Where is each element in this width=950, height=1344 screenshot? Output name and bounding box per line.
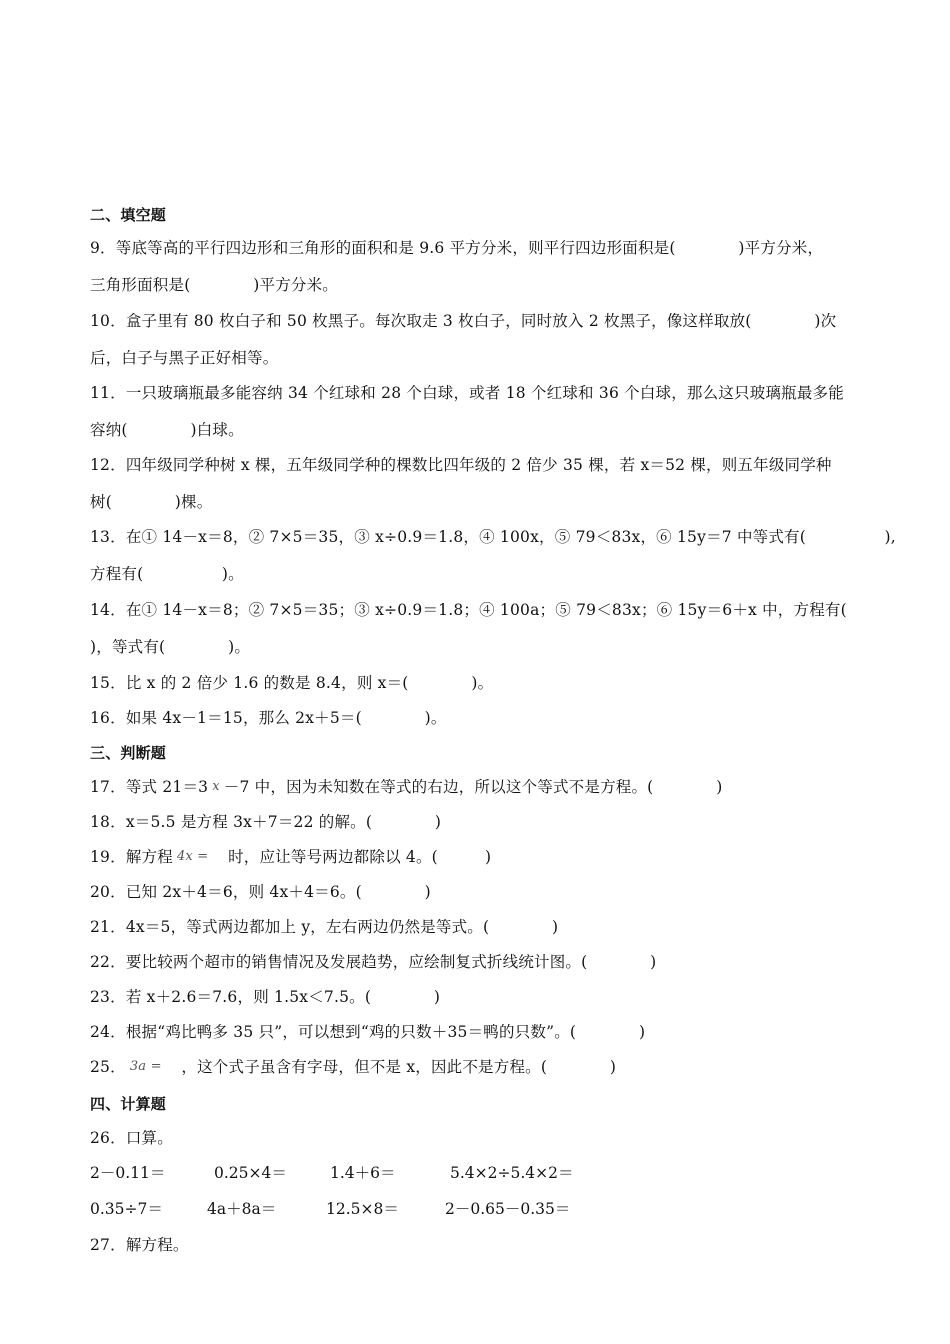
question-19 (90, 847, 491, 867)
question-13-line-1: 13．在① 14－x＝8，② 7×5＝35，③ x÷0.9＝1.8，④ 100x，⑤ 79＜83x，⑥ 15y＝7 中等式有( ), (90, 528, 896, 546)
question-19-formula: 4x = (176, 849, 209, 864)
question-18: 18．x＝5.5 是方程 3x＋7＝22 的解。( ) (90, 813, 442, 831)
question-17 (90, 777, 722, 797)
question-25-formula: 3a = (129, 1059, 162, 1074)
question-17-text-start: 17．等式 21＝3 (90, 778, 209, 796)
oral-calc-item: 4a＋8a＝ (207, 1200, 277, 1218)
oral-calc-item: 2－0.65－0.35＝ (445, 1200, 571, 1218)
question-19-text-end: 时，应让等号两边都除以 4。( ) (212, 848, 492, 866)
question-12-line-2: 树( )棵。 (90, 493, 213, 511)
question-9-line-1: 9．等底等高的平行四边形和三角形的面积和是 9.6 平方分米，则平行四边形面积是( )平方分米， (90, 239, 824, 257)
question-24: 24．根据“鸡比鸭多 35 只”，可以想到“鸡的只数＋35＝鸭的只数”。( ) (90, 1023, 646, 1041)
section-heading-fill-in: 二、填空题 (90, 206, 167, 224)
question-11-line-1: 11．一只玻璃瓶最多能容纳 34 个红球和 28 个白球，或者 18 个红球和 36 个白球，那么这只玻璃瓶最多能 (90, 384, 844, 402)
question-9-line-2: 三角形面积是( )平方分米。 (90, 276, 338, 294)
question-19-text-start: 19．解方程 (90, 848, 173, 866)
question-25-text: ，这个式子虽含有字母，但不是 x，因此不是方程。( ) (165, 1058, 617, 1076)
question-22: 22．要比较两个超市的销售情况及发展趋势，应绘制复式折线统计图。( ) (90, 953, 657, 971)
question-21: 21．4x＝5，等式两边都加上 y，左右两边仍然是等式。( ) (90, 918, 559, 936)
question-14-line-1: 14．在① 14－x＝8；② 7×5＝35；③ x÷0.9＝1.8；④ 100a；⑤ 79＜83x；⑥ 15y＝6＋x 中，方程有( (90, 601, 847, 619)
question-11-line-2: 容纳( )白球。 (90, 421, 244, 439)
question-10-line-1: 10．盒子里有 80 枚白子和 50 枚黑子。每次取走 3 枚白子，同时放入 2 枚黑子，像这样取放( )次 (90, 312, 837, 330)
question-25 (90, 1057, 616, 1077)
question-10-line-2: 后，白子与黑子正好相等。 (90, 349, 279, 367)
oral-calc-item: 1.4＋6＝ (330, 1164, 396, 1182)
section-heading-judge: 三、判断题 (90, 744, 167, 762)
question-15: 15．比 x 的 2 倍少 1.6 的数是 8.4，则 x＝( )。 (90, 674, 494, 692)
question-16: 16．如果 4x－1＝15，那么 2x＋5＝( )。 (90, 709, 447, 727)
question-14-line-2: )，等式有( )。 (90, 638, 251, 656)
question-17-formula: x (212, 779, 220, 794)
question-25-number: 25． (90, 1058, 126, 1076)
question-12-line-1: 12．四年级同学种树 x 棵，五年级同学种的棵数比四年级的 2 倍少 35 棵，若 x＝52 棵，则五年级同学种 (90, 456, 832, 474)
oral-calc-item: 2－0.11＝ (90, 1164, 166, 1182)
oral-calc-item: 0.25×4＝ (214, 1164, 287, 1182)
question-26: 26．口算。 (90, 1129, 173, 1147)
question-13-line-2: 方程有( )。 (90, 565, 244, 583)
question-20: 20．已知 2x＋4＝6，则 4x＋4＝6。( ) (90, 883, 431, 901)
oral-calc-item: 12.5×8＝ (326, 1200, 399, 1218)
oral-calc-item: 5.4×2÷5.4×2＝ (450, 1164, 574, 1182)
oral-calc-item: 0.35÷7＝ (90, 1200, 163, 1218)
question-27: 27．解方程。 (90, 1236, 189, 1254)
section-heading-calc: 四、计算题 (90, 1095, 167, 1113)
question-23: 23．若 x＋2.6＝7.6，则 1.5x＜7.5。( ) (90, 988, 441, 1006)
question-17-text-end: －7 中，因为未知数在等式的右边，所以这个等式不是方程。( ) (223, 778, 723, 796)
